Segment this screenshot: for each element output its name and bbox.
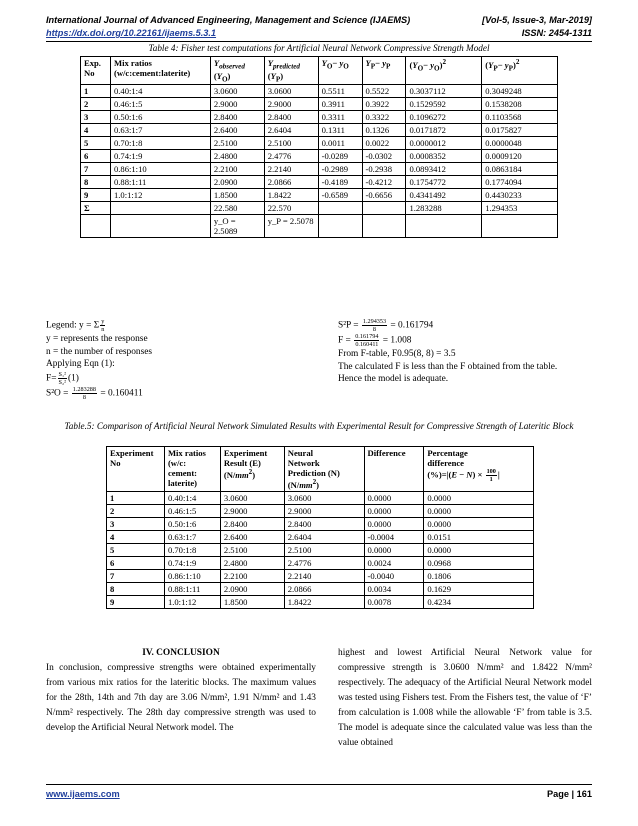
- table4-header-cell: $Y_{predicted}$ $(Y_P)$: [264, 57, 318, 85]
- table-cell: 1.283288: [406, 202, 482, 215]
- table4-caption: Table 4: Fisher test computations for Artificial Neural Network Compressive Strength Model: [148, 43, 490, 53]
- running-header: [46, 14, 592, 42]
- table-cell: 2.4800: [210, 150, 264, 163]
- table-cell: 0.3911: [318, 98, 362, 111]
- table-cell: 0.1774094: [482, 176, 558, 189]
- table-cell: 2.6404: [284, 530, 364, 543]
- page-number: Page | 161: [547, 789, 592, 799]
- table-cell: 2.2140: [284, 569, 364, 582]
- table-row: [107, 530, 534, 543]
- table-cell: 0.1806: [424, 569, 534, 582]
- table-cell: 0.3311: [318, 111, 362, 124]
- table-cell: [362, 202, 406, 215]
- table-cell: 3.0600: [264, 85, 318, 98]
- table-row: [107, 582, 534, 595]
- table-cell: [482, 215, 558, 238]
- table-cell: 0.4234: [424, 595, 534, 608]
- table-row: [81, 124, 558, 137]
- table-cell: 2: [107, 504, 165, 517]
- legend-block: [46, 318, 152, 401]
- table-cell: 2.4800: [220, 556, 284, 569]
- table-cell: [110, 215, 210, 238]
- table-cell: 0.3322: [362, 111, 406, 124]
- table-cell: 0.0000: [364, 504, 424, 517]
- table-cell: 2.4776: [264, 150, 318, 163]
- sigma-symbol: Σ: [93, 320, 100, 331]
- table-cell: 1.8500: [210, 189, 264, 202]
- table-cell: 3: [81, 111, 111, 124]
- fraction: [100, 318, 105, 333]
- table-row: [81, 163, 558, 176]
- table4-header-cell: $Y_O- y_O$: [318, 57, 362, 85]
- table-cell: 0.88:1:11: [110, 176, 210, 189]
- table-cell: 7: [81, 163, 111, 176]
- table-cell: 6: [81, 150, 111, 163]
- table-cell: 0.3922: [362, 98, 406, 111]
- table-cell: 4: [107, 530, 165, 543]
- table-cell: -0.0302: [362, 150, 406, 163]
- table-cell: 2.8400: [220, 517, 284, 530]
- conclusion-left-column: [46, 646, 316, 736]
- table-cell: 22.570: [264, 202, 318, 215]
- table-cell: 2.0866: [264, 176, 318, 189]
- table-cell: 1.8422: [264, 189, 318, 202]
- table-cell: 0.0000: [424, 517, 534, 530]
- table-cell: [362, 215, 406, 238]
- equation-result: = 1.008: [380, 335, 412, 346]
- conclusion-paragraph: In conclusion, compressive strengths were obtained experimentally from various mix ratios for the lateritic blocks. The maximum values for the 28th, 14th and 7th day are 3.06 N/mm², 1.91 N/mm² and 1.43 N/mm² respectively. The 28th day compressive strength was used to develop the Artificial Neural Network model. The: [46, 663, 316, 733]
- table-cell: 0.0009120: [482, 150, 558, 163]
- table5-header-cell: Percentage difference (%)=|(E − N) × $\frac{100}{1}$ |: [424, 447, 534, 492]
- table4-header-cell: $(Y_P- y_P)^2$: [482, 57, 558, 85]
- fraction-denominator: 8: [372, 326, 377, 333]
- table-cell: 2.5100: [210, 137, 264, 150]
- table-cell: 0.46:1:5: [110, 98, 210, 111]
- table5-header-cell: Experiment No: [107, 447, 165, 492]
- website-link[interactable]: www.ijaems.com: [46, 789, 120, 799]
- table-cell: 0.4430233: [482, 189, 558, 202]
- table-row: [81, 137, 558, 150]
- table-row: [107, 556, 534, 569]
- table-cell: 4: [81, 124, 111, 137]
- equation-prefix: S²P =: [338, 320, 361, 331]
- table-cell: 0.3049248: [482, 85, 558, 98]
- table-cell: 0.86:1:10: [164, 569, 220, 582]
- table-row: [107, 543, 534, 556]
- table-cell: 2.5100: [220, 543, 284, 556]
- table-cell: 2.8400: [210, 111, 264, 124]
- table5-comparison: [106, 446, 534, 609]
- table4-header-cell: Mix ratios (w/c:cement:laterite): [110, 57, 210, 85]
- table-cell: y_P = 2.5078: [264, 215, 318, 238]
- fraction: [354, 333, 379, 348]
- legend-line: [46, 318, 152, 333]
- table5-header-cell: Difference: [364, 447, 424, 492]
- table4-header-cell: $(Y_O- y_O)^2$: [406, 57, 482, 85]
- table-cell: 2.6400: [220, 530, 284, 543]
- table-cell: 0.0024: [364, 556, 424, 569]
- table-cell: 0.70:1:8: [164, 543, 220, 556]
- table5-caption: Table.5: Comparison of Artificial Neural Network Simulated Results with Experimental Result for Compressive Strength of Lateritic Block: [64, 421, 574, 431]
- fraction-numerator: 1.294353: [362, 318, 387, 325]
- volume-info: [Vol-5, Issue-3, Mar-2019]: [482, 15, 592, 25]
- table-cell: 7: [107, 569, 165, 582]
- table-cell: 9: [81, 189, 111, 202]
- table-cell: 0.63:1:7: [110, 124, 210, 137]
- table-row: [81, 150, 558, 163]
- doi-link[interactable]: https://dx.doi.org/10.22161/ijaems.5.3.1: [46, 28, 217, 38]
- table-cell: 0.1538208: [482, 98, 558, 111]
- table-cell: 2.8400: [284, 517, 364, 530]
- adequacy-line: Hence the model is adequate.: [338, 374, 449, 384]
- f-comparison-line: The calculated F is less than the F obtained from the table.: [338, 361, 558, 372]
- issn: ISSN: 2454-1311: [521, 28, 592, 38]
- table-cell: 8: [81, 176, 111, 189]
- legend-line: y = represents the response: [46, 334, 148, 344]
- table-cell: -0.6589: [318, 189, 362, 202]
- equation-line: [46, 371, 152, 386]
- journal-name: International Journal of Advanced Engineering, Management and Science (IJAEMS): [46, 15, 411, 25]
- table5-header-row: [107, 447, 534, 492]
- table-cell: 1.0:1:12: [164, 595, 220, 608]
- table-row: [81, 215, 558, 238]
- table-cell: 0.0000012: [406, 137, 482, 150]
- fraction-numerator: y: [101, 318, 105, 325]
- table-cell: 9: [107, 595, 165, 608]
- fraction-numerator: S₁²: [58, 370, 66, 378]
- table-cell: 0.0968: [424, 556, 534, 569]
- table-cell: -0.2938: [362, 163, 406, 176]
- table-cell: 0.0000048: [482, 137, 558, 150]
- table-cell: 2.5100: [284, 543, 364, 556]
- table-cell: 2.6404: [264, 124, 318, 137]
- equation-line: [338, 318, 557, 333]
- f-test-calculation: [338, 318, 557, 386]
- table-cell: 0.46:1:5: [164, 504, 220, 517]
- table5-header-cell: Mix ratios (w/c: cement: laterite): [164, 447, 220, 492]
- table-row: [81, 202, 558, 215]
- table-row: [81, 176, 558, 189]
- table-cell: 0.3037112: [406, 85, 482, 98]
- table5-header-cell: Neural Network Prediction (N) $(N/mm^2)$: [284, 447, 364, 492]
- table-cell: 0.0022: [362, 137, 406, 150]
- table-cell: 0.1311: [318, 124, 362, 137]
- table-row: [107, 491, 534, 504]
- table-cell: [318, 202, 362, 215]
- table-cell: 1.8500: [220, 595, 284, 608]
- table-row: [107, 504, 534, 517]
- table-cell: 0.1326: [362, 124, 406, 137]
- legend-line: n = the number of responses: [46, 346, 153, 357]
- conclusion-paragraph-continued: highest and lowest Artificial Neural Network value for compressive strength is 3.0600 N/mm² and 1.8422 N/mm² respectively. The adequacy of the Artificial Neural Network model was tested using Fishers test. From the Fishers test, the value of ‘F’ from calculation is 1.008 while the allowable ‘F’ from table is 3.5. The model is adequate since the calculated value was less than the value obtained: [338, 648, 592, 748]
- equation-line: [338, 333, 557, 348]
- table-cell: 0.86:1:10: [110, 163, 210, 176]
- table-cell: 0.1096272: [406, 111, 482, 124]
- table-cell: 0.1103568: [482, 111, 558, 124]
- equation-line: [46, 386, 152, 401]
- f-table-line: From F-table, F0.95(8, 8) = 3.5: [338, 349, 456, 359]
- table-cell: 0.0008352: [406, 150, 482, 163]
- table4-header-cell: $Y_{observed}$ $(Y_O)$: [210, 57, 264, 85]
- table-cell: 2.6400: [210, 124, 264, 137]
- table-cell: 1.0:1:12: [110, 189, 210, 202]
- legend-label: Legend: y =: [46, 320, 94, 331]
- table-cell: 0.0000: [364, 517, 424, 530]
- table-cell: 22.580: [210, 202, 264, 215]
- fraction: [362, 318, 387, 333]
- table-row: [107, 517, 534, 530]
- table-cell: 2.5100: [264, 137, 318, 150]
- table-cell: 2.2100: [220, 569, 284, 582]
- table-cell: 0.1629: [424, 582, 534, 595]
- fraction: [72, 386, 97, 401]
- fraction-denominator: n: [101, 326, 105, 333]
- table-cell: 0.88:1:11: [164, 582, 220, 595]
- table-cell: 0.0151: [424, 530, 534, 543]
- table-cell: 5: [107, 543, 165, 556]
- table-cell: 2.4776: [284, 556, 364, 569]
- conclusion-right-column: [338, 646, 592, 751]
- legend-line: Applying Eqn (1):: [46, 359, 115, 369]
- table-cell: 8: [107, 582, 165, 595]
- table4-fisher-test: [80, 56, 558, 238]
- table-cell: 0.0000: [364, 543, 424, 556]
- table-cell: 5: [81, 137, 111, 150]
- table-row: [107, 595, 534, 608]
- table-cell: 2: [81, 98, 111, 111]
- table4-header-cell: $Y_P- y_P$: [362, 57, 406, 85]
- equation-result: = 0.160411: [97, 388, 143, 399]
- table-cell: -0.0004: [364, 530, 424, 543]
- table-cell: 0.50:1:6: [164, 517, 220, 530]
- fraction-denominator: 0.160411: [355, 341, 379, 348]
- table-cell: 0.0011: [318, 137, 362, 150]
- table-cell: Σ: [81, 202, 111, 215]
- table-cell: [110, 202, 210, 215]
- table-cell: 0.0175827: [482, 124, 558, 137]
- table-cell: y_O = 2.5089: [210, 215, 264, 238]
- table-cell: 6: [107, 556, 165, 569]
- table-cell: -0.4212: [362, 176, 406, 189]
- table-row: [81, 189, 558, 202]
- table-cell: [318, 215, 362, 238]
- table-cell: 0.0893412: [406, 163, 482, 176]
- table-cell: 2.0900: [210, 176, 264, 189]
- table-row: [81, 85, 558, 98]
- table-cell: 1.8422: [284, 595, 364, 608]
- table-cell: -0.0040: [364, 569, 424, 582]
- table-cell: -0.6656: [362, 189, 406, 202]
- table-cell: 3.0600: [284, 491, 364, 504]
- table-cell: 1: [81, 85, 111, 98]
- table-cell: 0.0078: [364, 595, 424, 608]
- fraction-denominator: S₂²: [58, 378, 66, 386]
- table-cell: 1: [107, 491, 165, 504]
- equation-prefix: S²O =: [46, 388, 71, 399]
- table-cell: -0.4189: [318, 176, 362, 189]
- table-cell: 2.8400: [264, 111, 318, 124]
- table-cell: 1.294353: [482, 202, 558, 215]
- table-cell: 3.0600: [220, 491, 284, 504]
- table-cell: 3.0600: [210, 85, 264, 98]
- table-cell: 2.9000: [220, 504, 284, 517]
- table-cell: 0.0034: [364, 582, 424, 595]
- fraction-numerator: 0.161794: [355, 333, 379, 340]
- fraction-numerator: 1.283288: [72, 385, 96, 393]
- table-cell: 0.5522: [362, 85, 406, 98]
- equation-number: (1): [67, 373, 79, 384]
- table-cell: -0.0289: [318, 150, 362, 163]
- table-cell: 0.0863184: [482, 163, 558, 176]
- table-cell: 0.63:1:7: [164, 530, 220, 543]
- fraction-denominator: 8: [82, 393, 86, 401]
- fraction: [58, 371, 67, 386]
- table-row: [107, 569, 534, 582]
- table-cell: -0.2989: [318, 163, 362, 176]
- page-footer: [46, 784, 592, 799]
- table-cell: 2.2140: [264, 163, 318, 176]
- table-cell: 2.9000: [284, 504, 364, 517]
- section-heading: IV. CONCLUSION: [142, 648, 220, 658]
- table-cell: 0.74:1:9: [110, 150, 210, 163]
- table-cell: 0.0000: [424, 504, 534, 517]
- table-row: [81, 98, 558, 111]
- table-cell: 2.0900: [220, 582, 284, 595]
- table-cell: 2.9000: [210, 98, 264, 111]
- equation-result: = 0.161794: [388, 320, 434, 331]
- table-cell: 2.0866: [284, 582, 364, 595]
- table-cell: 0.40:1:4: [110, 85, 210, 98]
- table5-header-cell: Experiment Result (E) $(N/mm^2)$: [220, 447, 284, 492]
- table-cell: 0.0171872: [406, 124, 482, 137]
- table-cell: 0.0000: [424, 543, 534, 556]
- table-row: [81, 111, 558, 124]
- table4-header-row: [81, 57, 558, 85]
- table-cell: 2.2100: [210, 163, 264, 176]
- table-cell: 0.1529592: [406, 98, 482, 111]
- table-cell: 3: [107, 517, 165, 530]
- equation-prefix: F =: [338, 335, 354, 346]
- table-cell: 0.1754772: [406, 176, 482, 189]
- equation-prefix: F=: [46, 373, 57, 384]
- table-cell: 0.0000: [364, 491, 424, 504]
- table4-header-cell: Exp. No: [81, 57, 111, 85]
- table-cell: 0.0000: [424, 491, 534, 504]
- table-cell: 0.50:1:6: [110, 111, 210, 124]
- table-cell: 0.5511: [318, 85, 362, 98]
- table-cell: [406, 215, 482, 238]
- table-cell: 0.70:1:8: [110, 137, 210, 150]
- table-cell: 2.9000: [264, 98, 318, 111]
- table-cell: 0.4341492: [406, 189, 482, 202]
- table-cell: [81, 215, 111, 238]
- table-cell: 0.74:1:9: [164, 556, 220, 569]
- table-cell: 0.40:1:4: [164, 491, 220, 504]
